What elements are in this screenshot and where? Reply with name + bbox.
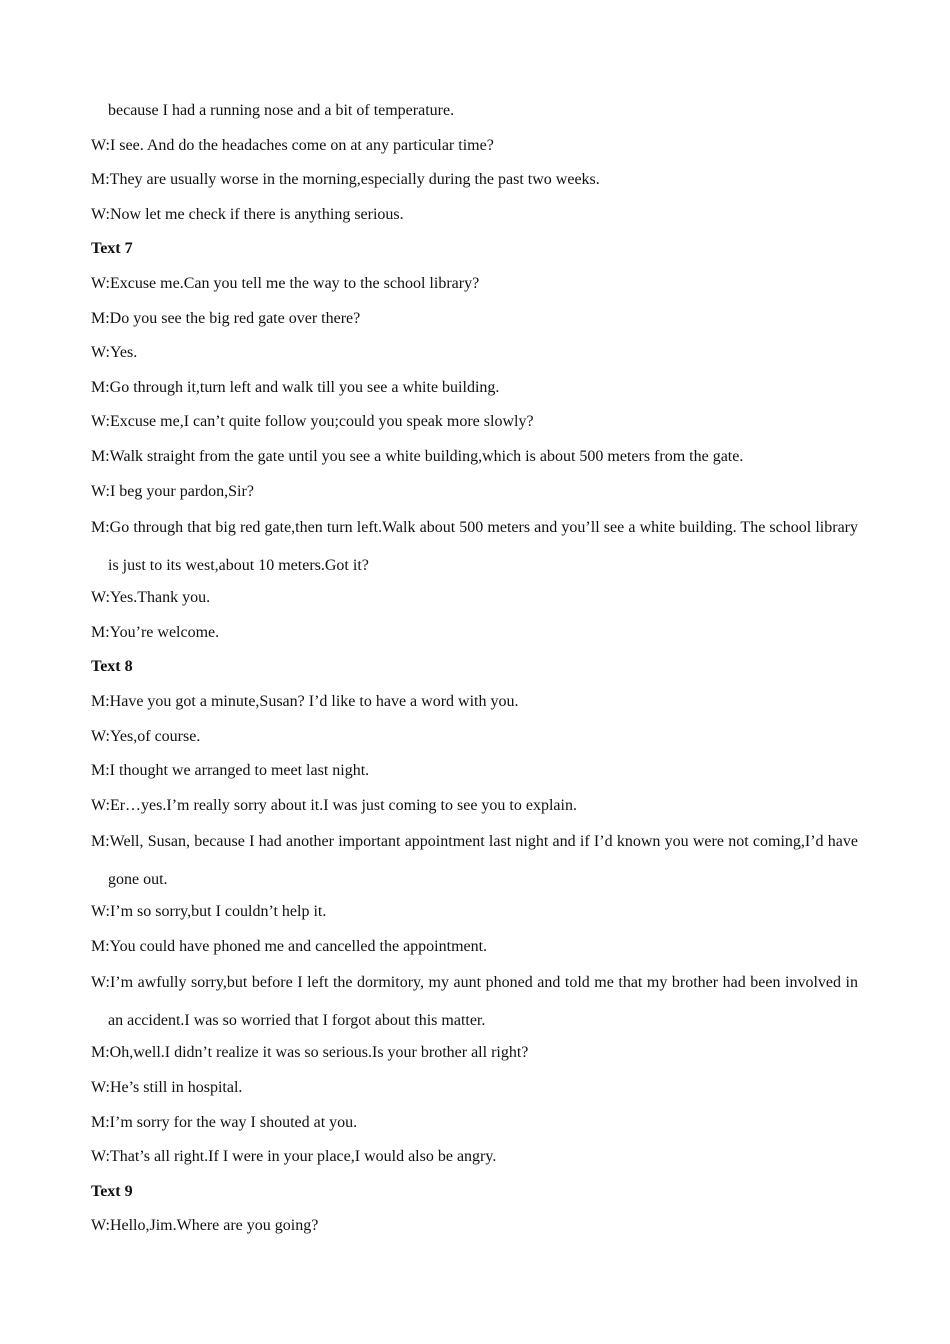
section-heading: Text 9 [91, 1182, 133, 1200]
dialogue-line: W:Excuse me.Can you tell me the way to the school library? [91, 274, 480, 292]
section-heading: Text 7 [91, 240, 133, 258]
dialogue-line: M:Walk straight from the gate until you see a white building,which is about 500 meters from the gate. [91, 447, 744, 465]
dialogue-transcript [91, 94, 858, 1244]
dialogue-line: M:Have you got a minute,Susan? I’d like to have a word with you. [91, 692, 519, 710]
dialogue-line: W:Excuse me,I can’t quite follow you;could you speak more slowly? [91, 413, 534, 431]
dialogue-line-continuation: because I had a running nose and a bit of temperature. [108, 102, 455, 119]
dialogue-line: W:Yes,of course. [91, 727, 201, 745]
dialogue-line: W:Er…yes.I’m really sorry about it.I was just coming to see you to explain. [91, 796, 577, 814]
section-heading: Text 8 [91, 658, 133, 676]
dialogue-line: W:Now let me check if there is anything serious. [91, 205, 404, 223]
dialogue-line: M:I’m sorry for the way I shouted at you. [91, 1113, 358, 1131]
dialogue-line: W:Yes. [91, 344, 138, 362]
dialogue-line: M:They are usually worse in the morning,especially during the past two weeks. [91, 171, 600, 189]
dialogue-line: M:Well, Susan, because I had another important appointment last night and if I’d known you were not coming,I’d have gone out. [91, 833, 858, 888]
dialogue-line: M:Go through that big red gate,then turn left.Walk about 500 meters and you’ll see a white building. The school library is just to its west,about 10 meters.Got it? [91, 519, 858, 574]
dialogue-line: M:You’re welcome. [91, 623, 220, 641]
dialogue-line: M:You could have phoned me and cancelled the appointment. [91, 937, 488, 955]
dialogue-line: W:Yes.Thank you. [91, 589, 211, 607]
dialogue-line: W:Hello,Jim.Where are you going? [91, 1217, 319, 1235]
dialogue-line: W:He’s still in hospital. [91, 1079, 243, 1097]
dialogue-line: W:I’m so sorry,but I couldn’t help it. [91, 903, 327, 921]
dialogue-line: W:I beg your pardon,Sir? [91, 482, 254, 500]
dialogue-line: M:Do you see the big red gate over there? [91, 309, 361, 327]
dialogue-line: M:Go through it,turn left and walk till you see a white building. [91, 378, 500, 396]
dialogue-line: W:I’m awfully sorry,but before I left the dormitory, my aunt phoned and told me that my brother had been involved in an accident.I was so worried that I forgot about this matter. [91, 974, 858, 1029]
dialogue-line: M:Oh,well.I didn’t realize it was so serious.Is your brother all right? [91, 1044, 529, 1062]
dialogue-line: W:I see. And do the headaches come on at any particular time? [91, 136, 494, 154]
dialogue-line: W:That’s all right.If I were in your place,I would also be angry. [91, 1148, 497, 1166]
dialogue-line: M:I thought we arranged to meet last night. [91, 762, 370, 780]
